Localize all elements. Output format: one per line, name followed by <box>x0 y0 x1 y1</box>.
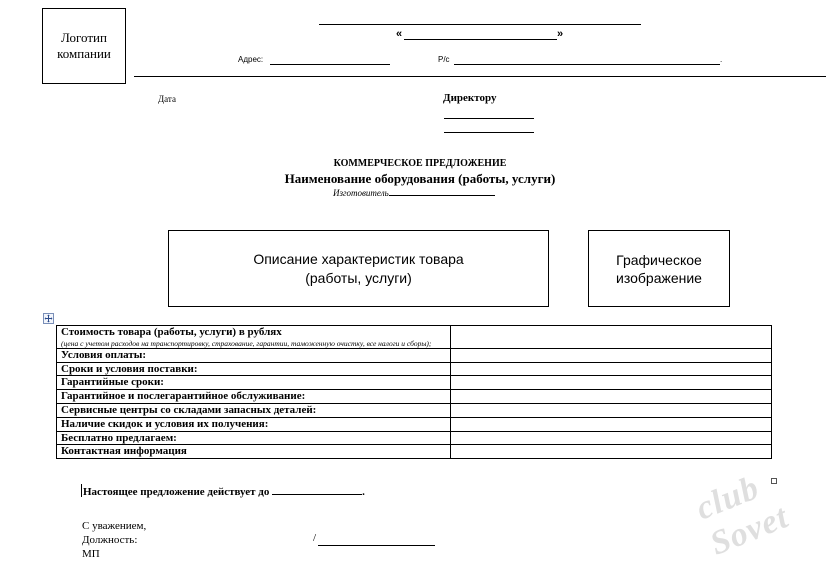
signature-line <box>318 545 435 546</box>
company-quoted-name-line <box>404 39 557 40</box>
table-cell-label: Гарантийное и послегарантийное обслуживание: <box>57 390 451 404</box>
table-cell-label: Гарантийные сроки: <box>57 376 451 390</box>
validity-date-line <box>272 484 362 495</box>
validity-text: Настоящее предложение действует до <box>83 486 270 498</box>
description-text: Описание характеристик товара (работы, услуги) <box>253 250 464 286</box>
table-cell-label: Условия оплаты: <box>57 348 451 362</box>
table-row <box>57 376 772 390</box>
table-cell-label: Контактная информация <box>57 445 451 459</box>
quote-right: » <box>557 28 564 40</box>
description-box <box>168 230 549 307</box>
table-cell-label: Наличие скидок и условия их получения: <box>57 417 451 431</box>
offer-heading: КОММЕРЧЕСКОЕ ПРЕДЛОЖЕНИЕ <box>333 158 507 169</box>
table-move-handle-icon[interactable] <box>43 313 54 324</box>
manufacturer-line <box>389 187 495 196</box>
graphic-box <box>588 230 730 307</box>
signature-slash: / <box>313 532 317 544</box>
price-note: (цена с учетом расходов на транспортировку, страхование, гарантии, таможенную очистку, все налоги и сборы); <box>61 338 432 348</box>
table-cell-label <box>57 326 451 349</box>
table-row <box>57 326 772 349</box>
watermark-logo: club Sovet <box>690 469 794 563</box>
director-label: Директору <box>443 92 497 104</box>
company-logo-placeholder <box>42 8 126 84</box>
director-name-line-1 <box>444 118 534 119</box>
table-cell-label: Бесплатно предлагаем: <box>57 431 451 445</box>
table-cell-value[interactable] <box>451 326 772 349</box>
table-cell-value[interactable] <box>451 417 772 431</box>
address-line <box>270 64 390 65</box>
header-separator <box>134 76 826 77</box>
table-row <box>57 362 772 376</box>
text-cursor <box>81 484 82 497</box>
position-label: Должность: <box>82 534 138 546</box>
validity-trailing-dot: . <box>362 486 365 498</box>
graphic-text: Графическое изображение <box>616 251 702 286</box>
table-cell-value[interactable] <box>451 362 772 376</box>
table-cell-value[interactable] <box>451 431 772 445</box>
offer-subheading: Наименование оборудования (работы, услуги) <box>284 171 556 186</box>
table-cell-value[interactable] <box>451 390 772 404</box>
table-cell-value[interactable] <box>451 376 772 390</box>
move-arrows-icon <box>44 314 53 323</box>
date-label: Дата <box>158 94 176 104</box>
logo-text: Логотип компании <box>57 30 111 61</box>
table-row <box>57 417 772 431</box>
validity-row <box>83 484 365 498</box>
stamp-label: МП <box>82 548 100 560</box>
table-cell-value[interactable] <box>451 348 772 362</box>
quote-left: « <box>396 28 403 40</box>
table-row <box>57 390 772 404</box>
manufacturer-label: Изготовитель <box>333 188 389 198</box>
table-cell-value[interactable] <box>451 445 772 459</box>
regards-text: С уважением, <box>82 520 147 532</box>
account-trailing-dot: . <box>720 55 723 64</box>
price-label: Стоимость товара (работы, услуги) в рублях <box>61 326 282 338</box>
table-row <box>57 348 772 362</box>
address-label: Адрес: <box>238 55 264 64</box>
offer-table <box>56 325 772 459</box>
table-cell-label: Сроки и условия поставки: <box>57 362 451 376</box>
table-row <box>57 431 772 445</box>
manufacturer-row <box>333 187 495 198</box>
account-label: Р/с <box>438 55 450 64</box>
company-name-line <box>319 24 641 25</box>
account-line <box>454 64 720 65</box>
director-name-line-2 <box>444 132 534 133</box>
table-row <box>57 445 772 459</box>
table-cell-label: Сервисные центры со складами запасных деталей: <box>57 403 451 417</box>
table-cell-value[interactable] <box>451 403 772 417</box>
table-row <box>57 403 772 417</box>
